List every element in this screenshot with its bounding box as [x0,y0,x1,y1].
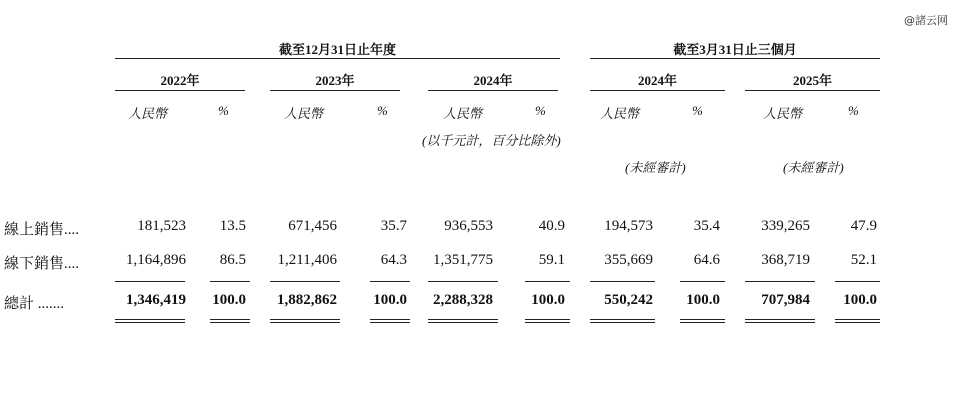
table-cell: 1,164,896 [126,252,186,268]
year-underline [270,90,400,91]
table-cell: 86.5 [219,252,246,268]
sum-rule [428,281,498,282]
table-cell: 194,573 [604,218,653,234]
table-cell: 64.6 [693,252,720,268]
year-underline [115,90,245,91]
group-underline [590,58,880,59]
table-cell: 100.0 [531,292,565,308]
table-cell: 368,719 [761,252,810,268]
unaudited-note: (未經審計) [783,160,844,175]
currency-label: 人民幣 [284,106,324,121]
sum-rule [680,281,725,282]
table-cell: 13.5 [219,218,246,234]
year-header: 2024年 [473,73,513,88]
table-cell: 64.3 [380,252,407,268]
total-double-rule [745,319,815,323]
table-cell: 2,288,328 [433,292,493,308]
year-header: 2025年 [792,73,832,88]
total-double-rule [370,319,410,323]
table-cell: 40.9 [538,218,565,234]
sum-rule [210,281,250,282]
table-cell: 936,553 [444,218,493,234]
table-cell: 35.4 [693,218,720,234]
total-double-rule [428,319,498,323]
currency-label: 人民幣 [600,106,640,121]
table-cell: 52.1 [850,252,877,268]
sum-rule [115,281,185,282]
year-underline [745,90,880,91]
sum-rule [590,281,655,282]
table-cell: 1,346,419 [126,292,186,308]
table-cell: 1,351,775 [433,252,493,268]
table-cell: 47.9 [850,218,877,234]
group-header-fiscal-year: 截至12月31日止年度 [278,42,396,57]
table-cell: 100.0 [843,292,877,308]
year-header: 2023年 [315,73,355,88]
percent-label: % [535,103,546,118]
year-header: 2024年 [637,73,677,88]
unaudited-note: (未經審計) [625,160,686,175]
percent-label: % [218,103,229,118]
table-cell: 355,669 [604,252,653,268]
group-header-three-months: 截至3月31日止三個月 [673,42,797,57]
table-cell: 339,265 [761,218,810,234]
total-double-rule [525,319,570,323]
currency-label: 人民幣 [128,106,168,121]
table-cell: 707,984 [761,292,810,308]
row-label-total: 總計 ....... [4,296,65,312]
sum-rule [525,281,570,282]
table-cell: 1,882,862 [277,292,337,308]
table-cell: 59.1 [538,252,565,268]
table-cell: 181,523 [137,218,186,234]
year-underline [428,90,558,91]
table-cell: 100.0 [373,292,407,308]
table-cell: 100.0 [686,292,720,308]
year-underline [590,90,725,91]
sum-rule [835,281,880,282]
percent-label: % [692,103,703,118]
total-double-rule [115,319,185,323]
table-cell: 35.7 [380,218,407,234]
watermark-text: @諸云网 [904,14,948,27]
total-double-rule [590,319,655,323]
currency-label: 人民幣 [443,106,483,121]
total-double-rule [210,319,250,323]
total-double-rule [835,319,880,323]
table-cell: 671,456 [288,218,337,234]
table-cell: 550,242 [604,292,653,308]
sum-rule [745,281,815,282]
currency-label: 人民幣 [763,106,803,121]
total-double-rule [270,319,340,323]
percent-label: % [848,103,859,118]
sum-rule [270,281,340,282]
total-double-rule [680,319,725,323]
year-header: 2022年 [160,73,200,88]
table-cell: 1,211,406 [277,252,337,268]
group-underline [115,58,560,59]
row-label-offline-sales: 線下銷售.... [4,256,80,272]
sum-rule [370,281,410,282]
row-label-online-sales: 線上銷售.... [4,222,80,238]
unit-note: (以千元計，百分比除外) [422,133,561,148]
table-cell: 100.0 [212,292,246,308]
percent-label: % [377,103,388,118]
